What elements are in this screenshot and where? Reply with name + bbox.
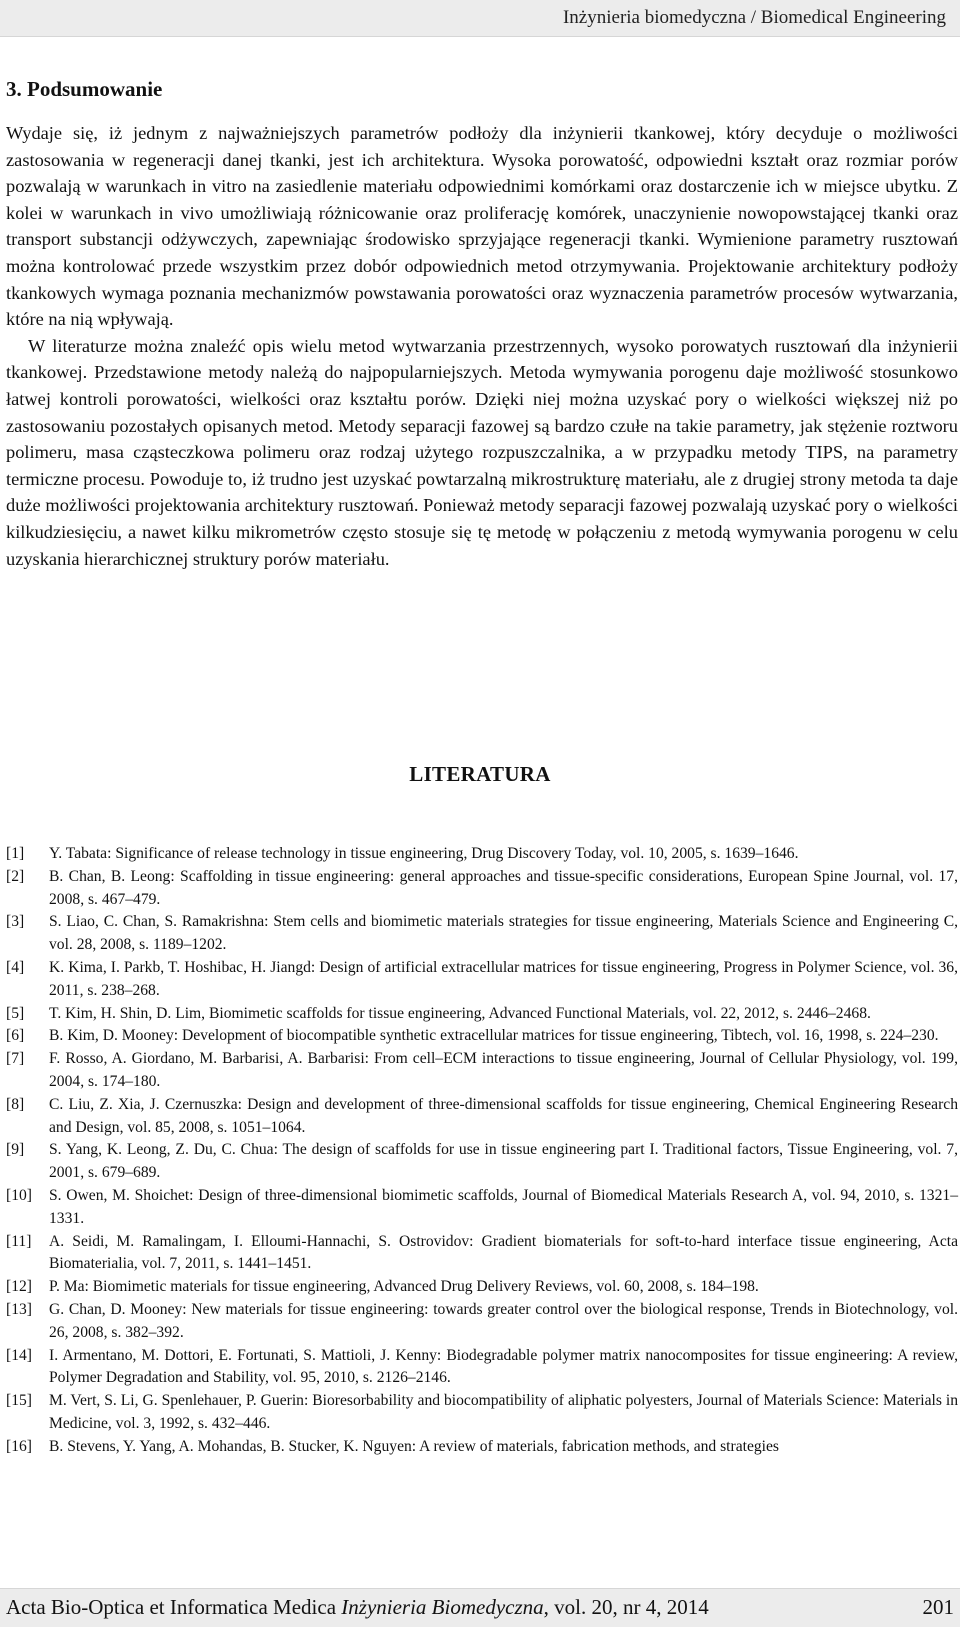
journal-name: Acta Bio-Optica et Informatica Medica <box>6 1595 342 1619</box>
reference-item <box>6 1139 958 1185</box>
reference-text: B. Stevens, Y. Yang, A. Mohandas, B. Stucker, K. Nguyen: A review of materials, fabrication methods, and strategies <box>49 1437 780 1455</box>
journal-subtitle: Inżynieria Biomedyczna <box>341 1595 544 1619</box>
running-header <box>0 0 960 37</box>
journal-volume: , vol. 20, nr 4, 2014 <box>543 1595 709 1619</box>
reference-item <box>6 911 958 957</box>
reference-number: [13] <box>6 1300 32 1318</box>
journal-citation <box>6 1595 709 1620</box>
reference-number: [5] <box>6 1004 25 1022</box>
reference-item <box>6 957 958 1003</box>
reference-number: [9] <box>6 1141 25 1159</box>
reference-text: T. Kim, H. Shin, D. Lim, Biomimetic scaffolds for tissue engineering, Advanced Functional Materials, vol. 22, 2012, s. 2446–2468. <box>49 1004 871 1022</box>
reference-item <box>6 1003 958 1026</box>
paragraph: W literaturze można znaleźć opis wielu metod wytwarzania przestrzennych, wysoko porowatych rusztowań dla inżynierii tkankowej. Przedstawione metody należą do najpopularniejszych. Metoda wymywania porogenu daje możliwość stosunkowo łatwej kontroli porowatości, wielkości oraz kształtu porów. Dzięki niej można uzyskać pory o wielkości większej niż po zastosowaniu pozostałych opisanych metod. Metody separacji fazowej są bardzo czułe na takie parametry, jak stężenie roztworu polimeru, masa cząsteczkowa polimeru oraz rodzaj użytego rozpuszczalnika, a w przypadku metody TIPS, na parametry termiczne procesu. Powoduje to, iż trudno jest uzyskać powtarzalną mikrostrukturę materiału, ale z drugiej strony metoda ta daje duże możliwości projektowania architektury rusztowań. Ponieważ metody separacji fazowej pozwalają uzyskać pory o wielkości kilkudziesięciu, a nawet kilku mikrometrów często stosuje się tę metodę w połączeniu z metodą wymywania porogenu w celu uzyskania hierarchicznej struktury porów materiału. <box>6 335 958 569</box>
reference-text: C. Liu, Z. Xia, J. Czernuszka: Design and development of three-dimensional scaffolds for tissue engineering, Chemical Engineering Research and Design, vol. 85, 2008, s. 1051–1064. <box>49 1095 958 1136</box>
reference-number: [7] <box>6 1050 25 1068</box>
running-title: Inżynieria biomedyczna / Biomedical Engineering <box>562 7 946 28</box>
reference-text: S. Owen, M. Shoichet: Design of three-dimensional biomimetic scaffolds, Journal of Biomedical Materials Research A, vol. 94, 2010, s. 1321–1331. <box>49 1186 958 1227</box>
reference-number: [4] <box>6 958 25 976</box>
reference-item <box>6 866 958 912</box>
reference-text: A. Seidi, M. Ramalingam, I. Elloumi-Hannachi, S. Ostrovidov: Gradient biomaterials for soft-to-hard interface tissue engineering, Acta Biomaterialia, vol. 7, 2011, s. 1441–1451. <box>49 1232 958 1273</box>
reference-number: [16] <box>6 1437 32 1455</box>
reference-item <box>6 1048 958 1094</box>
reference-number: [2] <box>6 867 25 885</box>
reference-text: Y. Tabata: Significance of release technology in tissue engineering, Drug Discovery Today, vol. 10, 2005, s. 1639–1646. <box>49 845 799 862</box>
reference-item <box>6 1185 958 1231</box>
reference-number: [8] <box>6 1095 25 1113</box>
reference-item <box>6 1276 958 1299</box>
reference-item <box>6 1094 958 1140</box>
reference-number: [10] <box>6 1186 32 1204</box>
paragraph: Wydaje się, iż jednym z najważniejszych parametrów podłoży dla inżynierii tkankowej, który decyduje o możliwości zastosowania w regeneracji danej tkanki, jest ich architektura. Wysoka porowatość, odpowiedni kształt oraz rozmiar porów pozwalają w warunkach in vitro na zasiedlenie materiału odpowiednimi komórkami oraz dostarczenie ich w miejsce ubytku. Z kolei w warunkach in vivo umożliwiają różnicowanie oraz proliferację komórek, unaczynienie nowopowstającej tkanki oraz transport substancji odżywczych, zapewniając środowisko sprzyjające regeneracji tkanki. Wymienione parametry rusztowań można kontrolować przede wszystkim przez dobór odpowiednich metod otrzymywania. Projektowanie architektury podłoży tkankowych wymaga poznania mechanizmów powstawania porowatości oraz wyznaczenia parametrów procesów wytwarzania, które na nią wpływają. <box>6 123 958 330</box>
literature-heading: LITERATURA <box>409 762 551 786</box>
reference-item <box>6 1436 958 1459</box>
reference-text: M. Vert, S. Li, G. Spenlehauer, P. Guerin: Bioresorbability and biocompatibility of aliphatic polyesters, Journal of Materials Science: Materials in Medicine, vol. 3, 1992, s. 432–446. <box>49 1392 958 1432</box>
reference-number: [14] <box>6 1346 32 1364</box>
reference-number: [15] <box>6 1392 32 1410</box>
reference-item <box>6 1025 958 1048</box>
reference-text: G. Chan, D. Mooney: New materials for tissue engineering: towards greater control over the biological response, Trends in Biotechnology, vol. 26, 2008, s. 382–392. <box>49 1300 958 1341</box>
reference-item <box>6 1390 958 1436</box>
reference-list <box>6 843 958 1459</box>
page-number: 201 <box>922 1595 954 1619</box>
reference-number: [11] <box>6 1232 32 1250</box>
reference-text: S. Liao, C. Chan, S. Ramakrishna: Stem cells and biomimetic materials strategies for tissue engineering, Materials Science and Engineering C, vol. 28, 2008, s. 1189–1202. <box>49 913 958 954</box>
reference-item <box>6 843 958 866</box>
section-title: 3. Podsumowanie <box>6 77 163 101</box>
reference-text: B. Kim, D. Mooney: Development of biocompatible synthetic extracellular matrices for tissue engineering, Tibtech, vol. 16, 1998, s. 224–230. <box>49 1027 939 1045</box>
reference-text: P. Ma: Biomimetic materials for tissue engineering, Advanced Drug Delivery Reviews, vol. 60, 2008, s. 184–198. <box>49 1278 759 1296</box>
reference-item <box>6 1345 958 1391</box>
reference-number: [3] <box>6 913 25 931</box>
reference-text: S. Yang, K. Leong, Z. Du, C. Chua: The design of scaffolds for use in tissue engineering part I. Traditional factors, Tissue Engineering, vol. 7, 2001, s. 679–689. <box>49 1141 958 1182</box>
summary-body <box>6 120 958 572</box>
reference-number: [6] <box>6 1027 25 1045</box>
reference-text: F. Rosso, A. Giordano, M. Barbarisi, A. Barbarisi: From cell–ECM interactions to tissue engineering, Journal of Cellular Physiology, vol. 199, 2004, s. 174–180. <box>49 1050 958 1090</box>
reference-item <box>6 1299 958 1345</box>
reference-item <box>6 1231 958 1277</box>
reference-text: K. Kima, I. Parkb, T. Hoshibac, H. Jiangd: Design of artificial extracellular matrices for tissue engineering, Progress in Polymer Science, vol. 36, 2011, s. 238–268. <box>49 958 958 999</box>
reference-number: [12] <box>6 1278 32 1296</box>
reference-text: B. Chan, B. Leong: Scaffolding in tissue engineering: general approaches and tissue-specific considerations, European Spine Journal, vol. 17, 2008, s. 467–479. <box>49 867 958 908</box>
reference-number: [1] <box>6 845 25 862</box>
reference-text: I. Armentano, M. Dottori, E. Fortunati, S. Mattioli, J. Kenny: Biodegradable polymer matrix nanocomposites for tissue engineering: A review, Polymer Degradation and Stability, vol. 95, 2010, s. 2126–2146. <box>49 1346 958 1387</box>
page-footer <box>0 1588 960 1627</box>
